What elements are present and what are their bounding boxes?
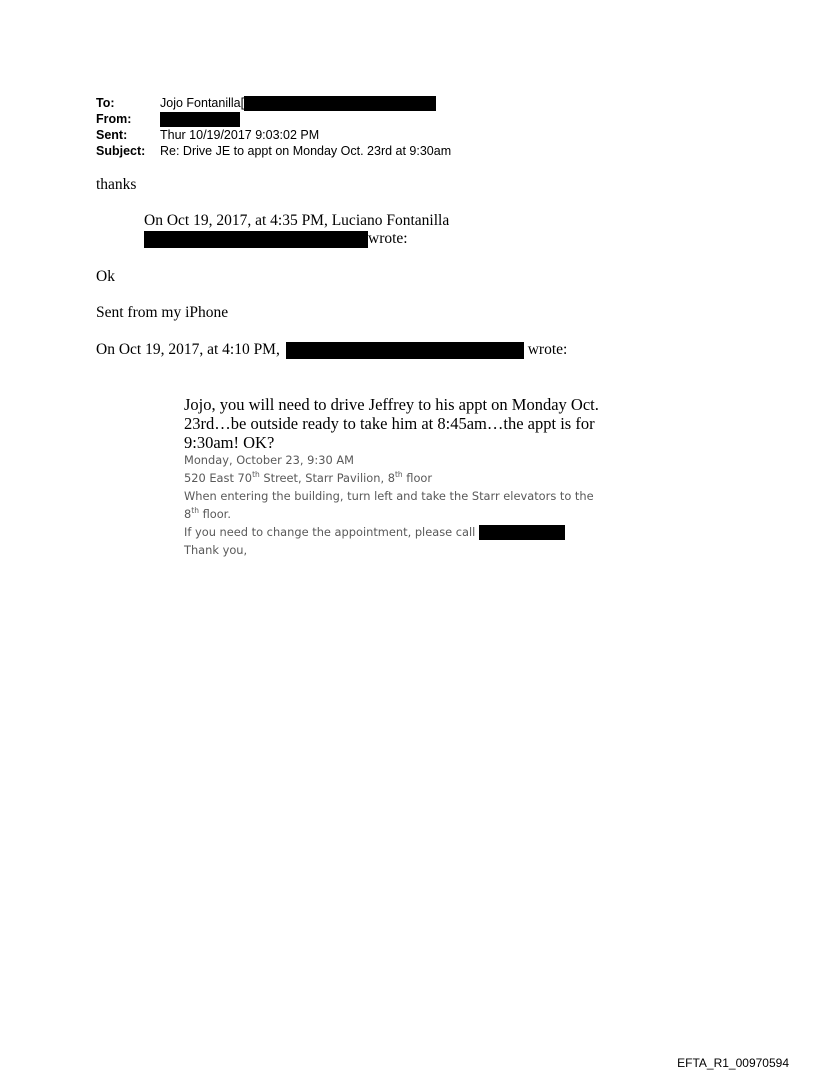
- directions-part: floor.: [198, 507, 231, 521]
- directions-part: 8: [184, 507, 192, 521]
- to-label: To:: [96, 96, 115, 110]
- change-text: If you need to change the appointment, please call: [184, 525, 476, 539]
- appointment-date: Monday, October 23, 9:30 AM: [184, 453, 354, 467]
- sent-value: Thur 10/19/2017 9:03:02 PM: [160, 128, 320, 142]
- appointment-address: [184, 469, 624, 487]
- address-part: Street, Starr Pavilion, 8: [259, 471, 395, 485]
- quote2-attribution: [96, 340, 567, 359]
- redaction-bar: [160, 112, 240, 127]
- quote1-intro: On Oct 19, 2017, at 4:35 PM, Luciano Fontanilla: [144, 212, 450, 229]
- from-value: [160, 111, 240, 127]
- redaction-bar: [244, 96, 436, 111]
- ok-text: Ok: [96, 268, 115, 285]
- appointment-directions: When entering the building, turn left and take the Starr elevators to the: [184, 489, 594, 503]
- recipient-name: Jojo Fontanilla[: [160, 95, 245, 110]
- directions-sup: th: [191, 506, 199, 516]
- from-label: From:: [96, 112, 132, 126]
- email-header: [96, 95, 451, 159]
- redaction-bar: [144, 231, 368, 248]
- subject-label: Subject:: [96, 144, 146, 158]
- from-row: [96, 111, 451, 127]
- document-id: EFTA_R1_00970594: [677, 1056, 789, 1070]
- appointment-directions-2: [184, 505, 624, 523]
- message-line: 9:30am! OK?: [184, 433, 275, 452]
- reply-text: thanks: [96, 176, 137, 193]
- quote2-wrote: wrote:: [527, 341, 568, 358]
- sent-row: [96, 127, 451, 143]
- to-row: [96, 95, 451, 111]
- subject-value: Re: Drive JE to appt on Monday Oct. 23rd at 9:30am: [160, 144, 452, 158]
- redaction-bar: [286, 342, 524, 359]
- appointment-change: [184, 523, 624, 541]
- to-value: [160, 95, 436, 111]
- address-sup: th: [394, 470, 403, 480]
- appointment-thanks: Thank you,: [184, 543, 248, 557]
- subject-row: [96, 143, 451, 159]
- address-part: floor: [402, 471, 433, 485]
- quote1-attribution: [144, 229, 408, 248]
- redaction-bar: [479, 525, 565, 540]
- address-sup: th: [252, 470, 260, 480]
- quoted-message: [184, 395, 624, 452]
- message-line: Jojo, you will need to drive Jeffrey to his appt on Monday Oct.: [184, 395, 599, 414]
- quote1-wrote: wrote:: [368, 230, 408, 247]
- sent-label: Sent:: [96, 128, 128, 142]
- quote2-intro: On Oct 19, 2017, at 4:10 PM,: [96, 341, 280, 358]
- address-part: 520 East 70: [184, 471, 253, 485]
- message-line: 23rd…be outside ready to take him at 8:45am…the appt is for: [184, 414, 595, 433]
- appointment-details: [184, 451, 624, 559]
- signature-text: Sent from my iPhone: [96, 304, 229, 321]
